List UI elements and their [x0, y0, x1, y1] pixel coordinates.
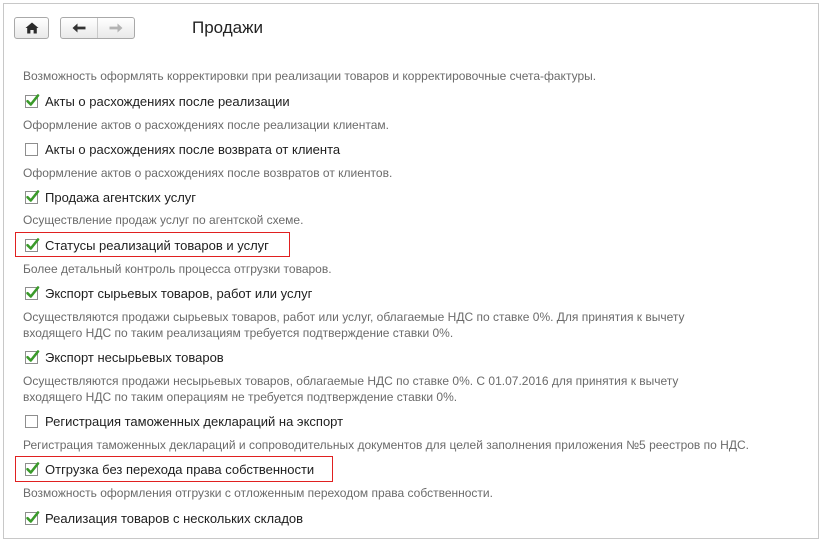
navigation-group [60, 17, 135, 39]
option-description: Регистрация таможенных деклараций и сопроводительных документов для целей заполнения приложения №5 реестров по НДС. [23, 438, 749, 452]
checkbox[interactable] [25, 239, 38, 252]
option-label: Акты о расхождениях после реализации [45, 93, 290, 109]
toolbar [14, 16, 135, 40]
checkbox[interactable] [25, 463, 38, 476]
option-label: Регистрация таможенных деклараций на экспорт [45, 413, 344, 429]
option-description: Оформление актов о расхождениях после возвратов от клиентов. [23, 166, 393, 180]
option-label: Акты о расхождениях после возврата от клиента [45, 141, 341, 157]
option-sales-statuses[interactable] [25, 236, 269, 254]
option-label: Экспорт несырьевых товаров [45, 349, 224, 365]
check-mark-icon [25, 237, 40, 252]
option-label: Статусы реализаций товаров и услуг [45, 237, 269, 253]
option-multi-warehouse-sales[interactable] [25, 509, 303, 527]
checkbox[interactable] [25, 191, 38, 204]
page-title: Продажи [192, 18, 263, 37]
intro-description: Возможность оформлять корректировки при реализации товаров и корректировочные счета-фактуры. [23, 69, 597, 83]
option-shipment-without-ownership[interactable] [25, 460, 314, 478]
option-description: Осуществляются продажи несырьевых товаров, облагаемые НДС по ставке 0%. С 01.07.2016 для принятия к вычету [23, 374, 679, 388]
option-description: Возможность оформления отгрузки с отложенным переходом права собственности. [23, 486, 493, 500]
option-description: Оформление актов о расхождениях после реализации клиентам. [23, 118, 389, 132]
option-description: Более детальный контроль процесса отгрузки товаров. [23, 262, 332, 276]
option-customs-declarations[interactable] [25, 412, 343, 430]
check-mark-icon [25, 189, 40, 204]
option-description: входящего НДС по таким реализациям требуется подтверждение ставки 0%. [23, 326, 454, 340]
checkbox[interactable] [25, 287, 38, 300]
check-mark-icon [25, 461, 40, 476]
checkbox[interactable] [25, 512, 38, 525]
home-icon [25, 22, 39, 34]
checkbox[interactable] [25, 415, 38, 428]
checkbox[interactable] [25, 351, 38, 364]
forward-button[interactable] [97, 18, 134, 38]
arrow-right-icon [109, 23, 123, 33]
checkbox[interactable] [25, 143, 38, 156]
checkbox[interactable] [25, 95, 38, 108]
option-description: входящего НДС по таким операциям не требуется подтверждение ставки 0%. [23, 390, 458, 404]
arrow-left-icon [72, 23, 86, 33]
option-export-raw-goods[interactable] [25, 284, 312, 302]
option-agent-services[interactable] [25, 188, 196, 206]
option-label: Отгрузка без перехода права собственности [45, 461, 315, 477]
check-mark-icon [25, 510, 40, 525]
home-button[interactable] [14, 17, 49, 39]
check-mark-icon [25, 349, 40, 364]
option-label: Реализация товаров с нескольких складов [45, 510, 304, 526]
option-acts-after-sale[interactable] [25, 92, 290, 110]
option-acts-after-return[interactable] [25, 140, 340, 158]
back-button[interactable] [61, 18, 97, 38]
check-mark-icon [25, 93, 40, 108]
option-description: Осуществление продаж услуг по агентской схеме. [23, 213, 304, 227]
option-description: Осуществляются продажи сырьевых товаров, работ или услуг, облагаемые НДС по ставке 0%. Для принятия к вычету [23, 310, 685, 324]
option-label: Экспорт сырьевых товаров, работ или услуг [45, 285, 313, 301]
check-mark-icon [25, 285, 40, 300]
option-export-nonraw-goods[interactable] [25, 348, 224, 366]
option-label: Продажа агентских услуг [45, 189, 197, 205]
